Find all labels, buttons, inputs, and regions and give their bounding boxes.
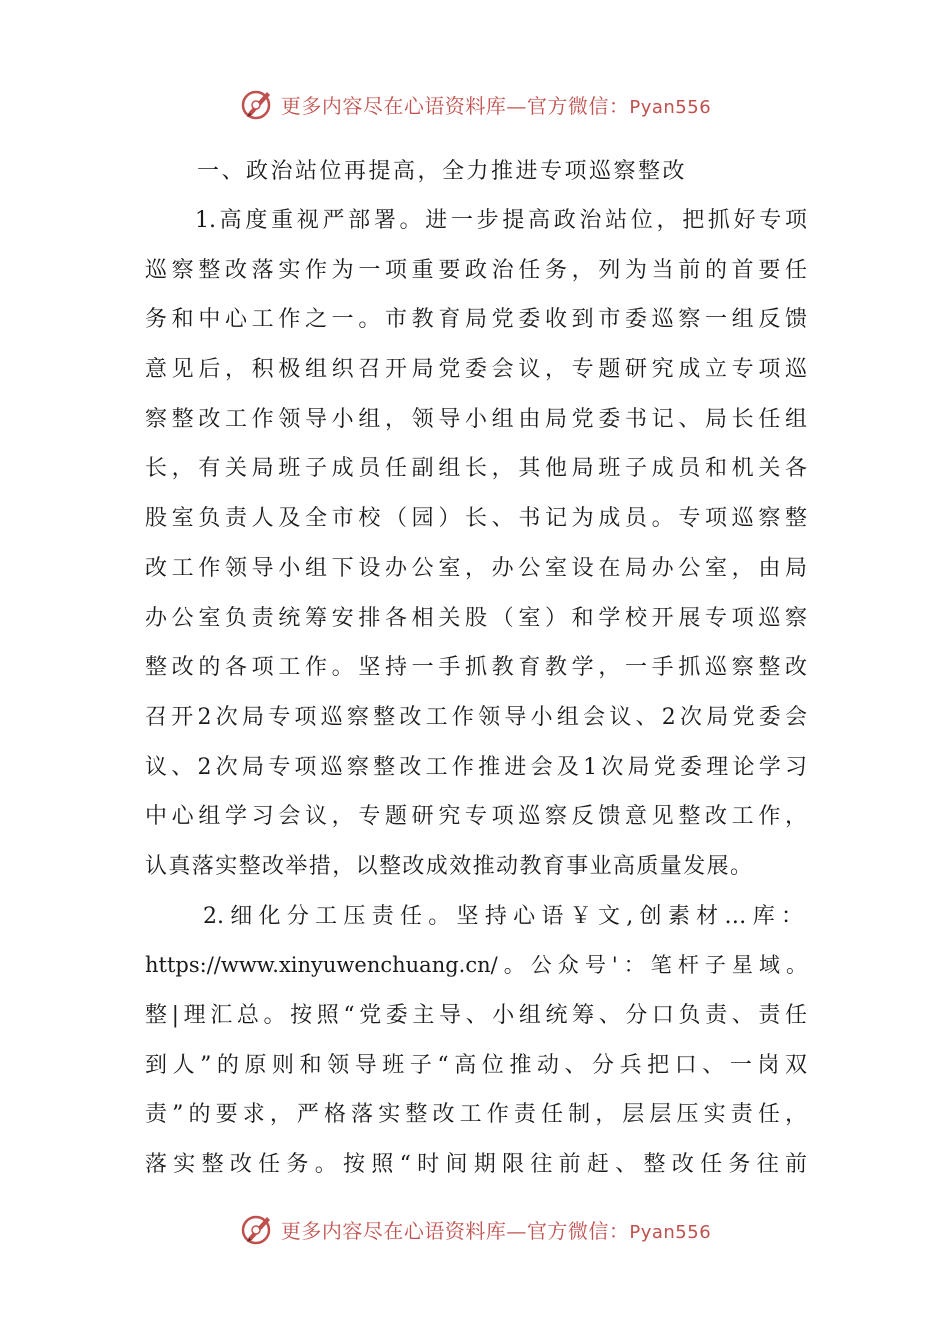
paragraph-line: 长，有关局班子成员任副组长，其他局班子成员和机关各 bbox=[145, 456, 807, 482]
paragraph-line: 认真落实整改举措，以整改成效推动教育事业高质量发展。 bbox=[145, 853, 754, 879]
pen-circle-logo-icon bbox=[239, 1211, 275, 1247]
paragraph-line: 整|理汇总。按照“党委主导、小组统筹、分口负责、责任 bbox=[145, 1003, 807, 1028]
banner-text: 更多内容尽在心语资料库—官方微信：Pyan556 bbox=[280, 1218, 712, 1243]
header-banner bbox=[0, 84, 950, 124]
paragraph-line: 办公室负责统筹安排各相关股（室）和学校开展专项巡察 bbox=[145, 605, 807, 631]
banner-text: 更多内容尽在心语资料库—官方微信：Pyan556 bbox=[280, 93, 712, 118]
paragraph-line: 巡察整改落实作为一项重要政治任务，列为当前的首要任 bbox=[145, 257, 807, 283]
paragraph-line: 2.细化分工压责任。坚持心语￥文,创素材…库： bbox=[203, 903, 803, 929]
pen-circle-logo-icon bbox=[239, 86, 275, 122]
paragraph-line: 责”的要求，严格落实整改工作责任制，层层压实责任， bbox=[145, 1102, 807, 1128]
paragraph-line: 1.高度重视严部署。进一步提高政治站位，把抓好专项 bbox=[195, 208, 807, 233]
paragraph-line: 整改的各项工作。坚持一手抓教育教学，一手抓巡察整改 bbox=[145, 655, 807, 681]
paragraph-line: 意见后，积极组织召开局党委会议，专题研究成立专项巡 bbox=[145, 357, 807, 383]
paragraph-line: 务和中心工作之一。市教育局党委收到市委巡察一组反馈 bbox=[145, 307, 807, 333]
paragraph-line: 改工作领导小组下设办公室，办公室设在局办公室，由局 bbox=[145, 555, 807, 581]
document-body bbox=[145, 148, 807, 1190]
paragraph-line: 察整改工作领导小组，领导小组由局党委书记、局长任组 bbox=[145, 406, 807, 432]
paragraph-line: 中心组学习会议，专题研究专项巡察反馈意见整改工作， bbox=[145, 804, 807, 830]
paragraph-line: 到人”的原则和领导班子“高位推动、分兵把口、一岗双 bbox=[145, 1052, 807, 1078]
paragraph-line: 落实整改任务。按照“时间期限往前赶、整改任务往前 bbox=[145, 1152, 807, 1178]
paragraph-line: 股室负责人及全市校（园）长、书记为成员。专项巡察整 bbox=[145, 506, 807, 532]
paragraph-line: 召开2次局专项巡察整改工作领导小组会议、2次局党委会 bbox=[145, 704, 807, 730]
paragraph-line: 议、2次局专项巡察整改工作推进会及1次局党委理论学习 bbox=[145, 754, 807, 780]
footer-banner bbox=[0, 1209, 950, 1249]
section-heading: 一、政治站位再提高，全力推进专项巡察整改 bbox=[197, 159, 688, 184]
paragraph-line-url: https://www.xinyuwenchuang.cn/。公众号'：笔杆子星域。 bbox=[145, 953, 807, 978]
